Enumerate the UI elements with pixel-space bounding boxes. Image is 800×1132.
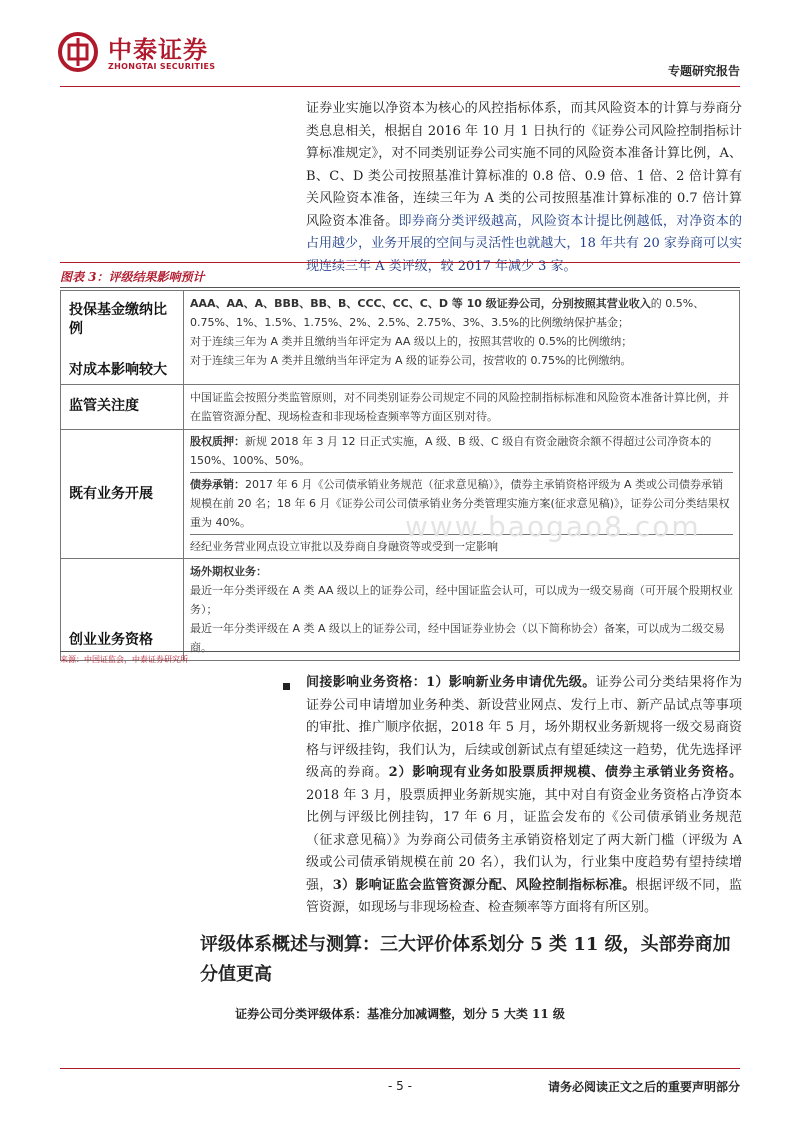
intro-text-part1: 证券业实施以净资本为核心的风控指标体系，而其风险资本的计算与券商分类息息相关，根据自 2016 年 10 月 1 日执行的《证券公司风险控制指标计算标准规定》，对不同类别证券公司实施不同的风险资本准备计算比例，A、B、C、D 类公司按照基准计算标准的 0.8 倍、0.9 倍、1 倍、2 倍计算有关风险资本准备，连续三年为 A 类的公司按照基准计算标准的 0.7 倍计算风险资本准备。 xyxy=(306,101,742,229)
table-subsection xyxy=(190,430,733,473)
table-text: 对于连续三年为 A 类并且缴纳当年评定为 AA 级以上的，按照其营收的 0.5%的比例缴纳； xyxy=(190,335,633,348)
table-category-cell xyxy=(61,291,184,385)
table-row xyxy=(61,291,740,385)
figure-top-rule xyxy=(60,262,740,263)
table-text xyxy=(190,294,733,332)
bullet-point-2-head: 2）影响现有业务如股票质押规模、债券主承销业务资格。 xyxy=(388,765,742,780)
bullet-lead: 间接影响业务资格： xyxy=(306,675,427,690)
table-content-cell xyxy=(184,291,740,385)
subsection-label: 股权质押： xyxy=(190,435,245,448)
section-heading: 评级体系概述与测算：三大评价体系划分 5 类 11 级，头部券商加分值更高 xyxy=(200,934,731,985)
header-divider xyxy=(60,86,740,87)
category-label-secondary: 对成本影响较大 xyxy=(69,362,167,378)
page-number: - 5 - xyxy=(388,1079,412,1093)
section-subheading: 证券公司分类评级体系：基准分加减调整，划分 5 大类 11 级 xyxy=(235,1007,565,1021)
subsection-label: 债券承销： xyxy=(190,478,245,491)
subsection-label: 场外期权业务： xyxy=(190,565,267,578)
table-category-cell xyxy=(61,430,184,559)
table-content-cell: 中国证监会按照分类监管原则，对不同类别证券公司规定不同的风险控制指标标准和风险资本准备计算比例，并在监管资源分配、现场检查和非现场检查频率等方面区别对待。 xyxy=(184,385,740,430)
report-type-label: 专题研究报告 xyxy=(667,64,740,78)
table-text: 最近一年分类评级在 A 类 AA 级以上的证券公司，经中国证监会认可，可以成为一级交易商（可开展个股期权业务）； xyxy=(190,584,733,616)
category-label: 投保基金缴纳比例 xyxy=(69,302,167,337)
table-text: 对于连续三年为 A 类并且缴纳当年评定为 A 级的证券公司，按营收的 0.75%的比例缴纳。 xyxy=(190,354,632,367)
fee-tiers-rest: 的 0.5%、0.75%、1%、1.5%、1.75%、2%、2.5%、2.75%、3%、3.5%的比例缴纳保护基金； xyxy=(190,297,705,329)
bullet-square-icon xyxy=(283,683,290,690)
table-category-cell xyxy=(61,559,184,661)
table-text: 最近一年分类评级在 A 类 A 级以上的证券公司，经中国证券业协会（以下简称协会）备案，可以成为二级交易商。 xyxy=(190,622,726,654)
table-row xyxy=(61,559,740,661)
intro-text-part2-highlight: 即券商分类评级越高，风险资本计提比例越低，对净资本的占用越少，业务开展的空间与灵活性也就越大，18 年共有 20 家券商可以实现连续三年 A 类评级，较 2017 年减少 3 家。 xyxy=(306,213,742,274)
fee-tiers-bold: AAA、AA、A、BBB、BB、B、CCC、CC、C、D 等 10 级证券公司，分别按照其营业收入 xyxy=(190,297,651,310)
logo-english-name: ZHONGTAI SECURITIES xyxy=(108,62,216,71)
source-rule xyxy=(60,651,740,652)
footer-disclaimer: 请务必阅读正文之后的重要声明部分 xyxy=(547,1080,740,1094)
table-subsection: 经纪业务营业网点设立审批以及券商自身融资等或受到一定影响 xyxy=(190,540,498,553)
bullet-point-1-text: 证券公司分类结果将作为证券公司申请增加业务种类、新设营业网点、发行上市、新产品试点等事项的审批、推广顺序依据，2018 年 5 月，场外期权业务新规将一级交易商资格与评级挂钩，我们认为，后续或创新试点有望延续这一趋势，优先选择评级高的券商。 xyxy=(306,675,742,780)
bullet-point-3-text: 根据评级不同，监管资源，如现场与非现场检查、检查频率等方面将有所区别。 xyxy=(306,877,742,915)
subsection-text: 新规 2018 年 3 月 12 日正式实施，A 级、B 级、C 级自有资金融资余额不得超过公司净资本的 150%、100%、50%。 xyxy=(190,435,712,467)
figure-title: 图表 3：评级结果影响预计 xyxy=(60,270,205,284)
indirect-impact-paragraph xyxy=(306,672,742,920)
figure-title-rule xyxy=(60,287,740,288)
table-content-cell xyxy=(184,559,740,661)
category-label: 创业业务资格 xyxy=(69,632,153,648)
figure-source: 来源：中国证监会，中泰证券研究所 xyxy=(60,655,188,664)
bullet-point-2-text: 2018 年 3 月，股票质押业务新规实施，其中对自有资金业务资格占净资本比例与评级比例挂钩，17 年 6 月，证监会发布的《公司债承销业务规范（征求意见稿）》为券商公司债务主承销资格划定了两大新门槛（评级为 A 级或公司债承销规模在前 20 名），我们认为，行业集中度趋势有望持续增强， xyxy=(306,787,742,893)
table-category-cell xyxy=(61,385,184,430)
watermark: www.baogao8.com xyxy=(405,510,701,543)
footer-divider xyxy=(60,1068,740,1069)
page-header xyxy=(0,0,800,90)
zhongtai-logo-icon xyxy=(58,32,98,72)
bullet-point-1-head: 1）影响新业务申请优先级。 xyxy=(426,675,596,690)
bullet-point-3-head: 3）影响证监会监管资源分配、风险控制指标标准。 xyxy=(332,877,636,893)
category-label: 既有业务开展 xyxy=(69,485,153,502)
rating-impact-table xyxy=(60,290,740,661)
intro-paragraph xyxy=(306,98,742,278)
category-label: 监管关注度 xyxy=(69,398,139,414)
subsection-text: 2017 年 6 月《公司债承销业务规范（征求意见稿）》，债券主承销资格评级为 A 类或公司债券承销规模在前 20 名；18 年 6 月《证券公司公司债承销业务分类管理实施方案(征求意见稿)》，证券公司分类结果权重为 40%。 xyxy=(190,478,730,529)
table-row xyxy=(61,385,740,430)
logo-chinese-name: 中泰证券 xyxy=(108,36,208,64)
